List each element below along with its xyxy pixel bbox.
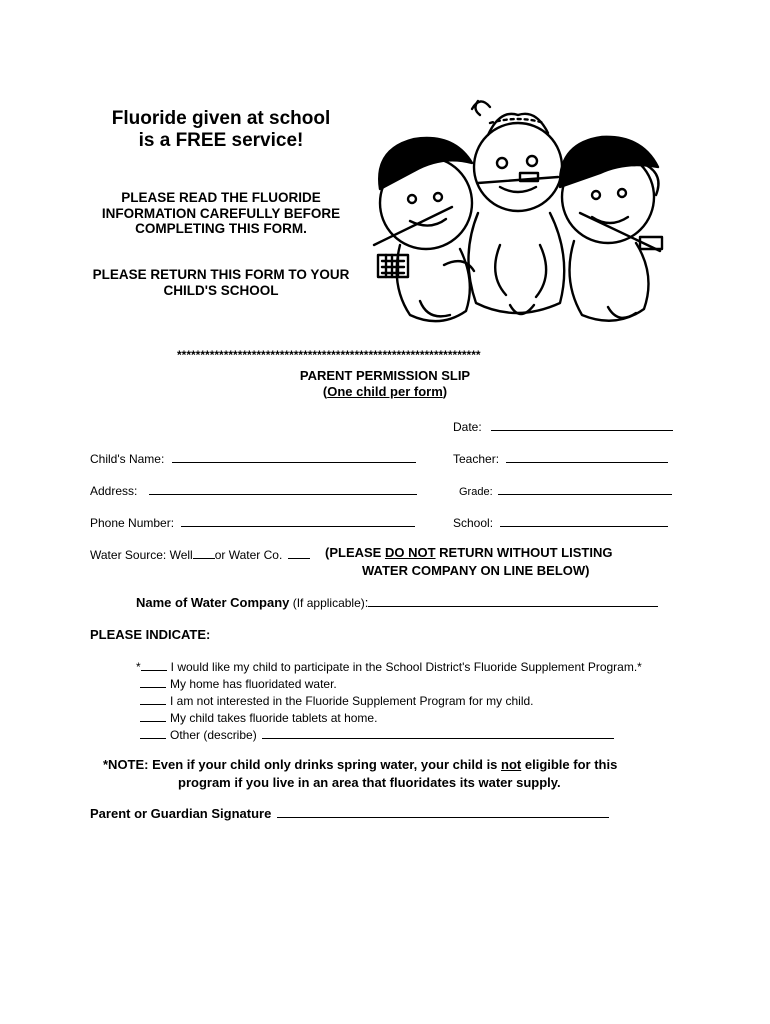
water-company-line[interactable] [368,594,658,607]
return-notice: PLEASE RETURN THIS FORM TO YOUR CHILD'S SCHOOL [92,267,350,298]
grade-label: Grade: [459,486,493,498]
water-company-colon: : [364,595,369,610]
well-line[interactable] [193,546,215,559]
address-line[interactable] [149,482,417,495]
indicate-option[interactable] [140,692,534,708]
slip-subtitle [0,384,770,399]
indicate-heading: PLEASE INDICATE: [90,627,211,642]
teacher-field [453,450,668,466]
signature-label: Parent or Guardian Signature [90,806,272,821]
option-label: Other (describe) [170,728,257,742]
school-line[interactable] [500,514,668,527]
option-checkbox-line[interactable] [140,726,166,739]
warning-rest: RETURN WITHOUT LISTING [435,545,613,560]
title-line-1: Fluoride given at school [111,108,331,129]
water-co-label: or Water Co. [214,548,283,562]
water-warning-line-1 [325,545,612,560]
phone-line[interactable] [181,514,415,527]
subtitle-paren-open: ( [322,384,328,399]
date-label: Date: [453,420,482,434]
option-label: My home has fluoridated water. [170,677,337,691]
signature-field [90,805,609,821]
slip-title: PARENT PERMISSION SLIP [299,368,471,383]
water-company-hint: (If applicable) [289,596,365,610]
note-not: not [501,757,522,772]
subtitle-paren-close: ) [442,384,448,399]
warning-do-not: DO NOT [384,545,436,560]
indicate-option[interactable] [140,675,337,691]
warning-open: (PLEASE [325,545,385,560]
water-warning-line-2: WATER COMPANY ON LINE BELOW) [362,563,590,578]
option-checkbox-line[interactable] [141,658,167,671]
note-part-2: eligible for this [521,757,618,772]
read-notice: PLEASE READ THE FLUORIDE INFORMATION CAREFULLY BEFORE COMPLETING THIS FORM. [101,190,341,236]
phone-field [90,514,415,530]
grade-field [459,482,672,498]
signature-line[interactable] [277,805,609,818]
childs-name-field [90,450,416,466]
indicate-option[interactable] [140,709,377,725]
water-co-line[interactable] [288,546,310,559]
address-label: Address: [90,484,138,498]
childs-name-line[interactable] [172,450,416,463]
note-line-1 [103,757,617,772]
address-field [90,482,417,498]
separator-stars: ***************************************************************** [177,348,481,362]
school-label: School: [453,516,494,530]
water-company-field [136,594,658,610]
option-checkbox-line[interactable] [140,692,166,705]
note-part-1: *NOTE: Even if your child only drinks spring water, your child is [103,757,502,772]
school-field [453,514,668,530]
indicate-option[interactable] [136,658,642,674]
option-checkbox-line[interactable] [140,709,166,722]
option-asterisk: * [136,660,141,674]
teacher-line[interactable] [506,450,668,463]
indicate-option[interactable] [140,726,614,742]
note-line-2: program if you live in an area that fluoridates its water supply. [178,775,561,790]
date-line[interactable] [491,418,673,431]
teacher-label: Teacher: [453,452,500,466]
option-label: I am not interested in the Fluoride Supplement Program for my child. [170,694,534,708]
page-title [86,108,356,152]
other-describe-line[interactable] [262,726,614,739]
phone-label: Phone Number: [90,516,175,530]
subtitle-text: One child per form [327,384,443,399]
childs-name-label: Child's Name: [90,452,165,466]
water-company-label: Name of Water Company [136,595,290,610]
option-checkbox-line[interactable] [140,675,166,688]
water-source-field [90,546,310,562]
children-brushing-teeth-illustration [360,95,680,335]
grade-line[interactable] [498,482,672,495]
title-line-2: is a FREE service! [138,130,304,151]
option-label: I would like my child to participate in the School District's Fluoride Supplement Program.* [170,660,642,674]
date-field [453,418,673,434]
water-source-label: Water Source: Well [90,548,193,562]
option-label: My child takes fluoride tablets at home. [170,711,378,725]
